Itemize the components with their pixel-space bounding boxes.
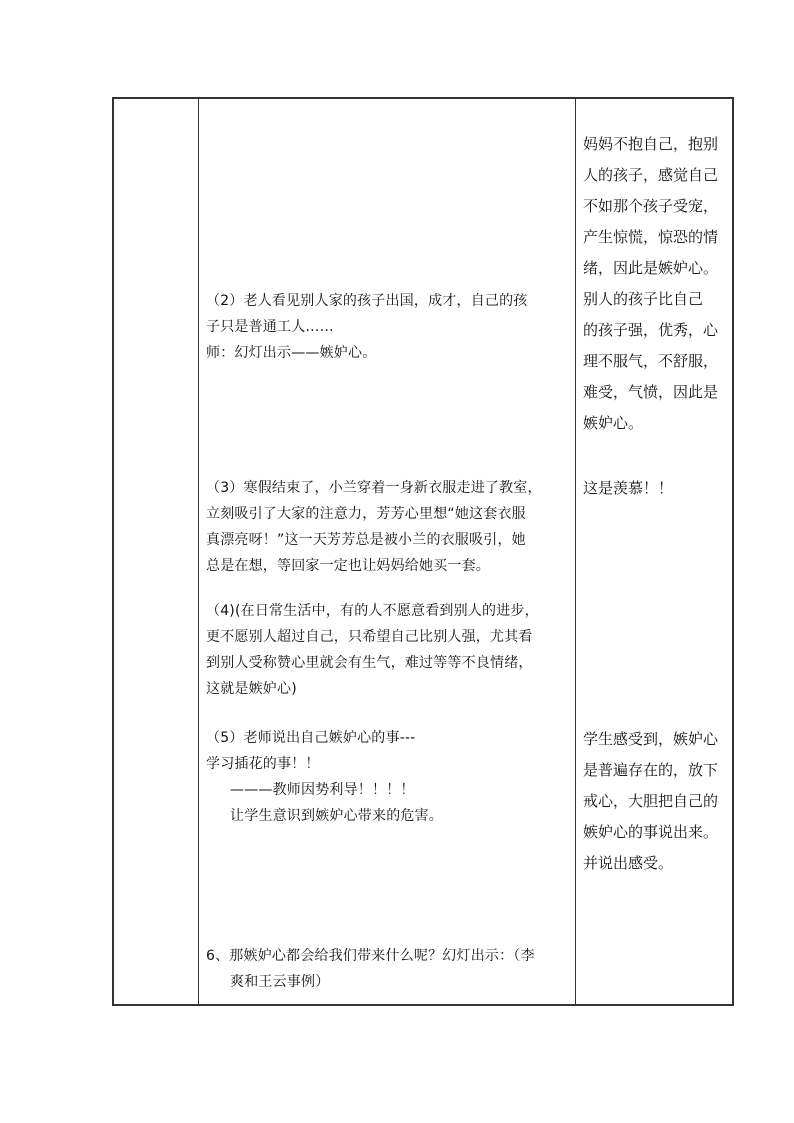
text-line: （5）老师说出自己嫉妒心的事--- xyxy=(206,730,416,746)
text-line: 总是在想，等回家一定也让妈妈给她买一套。 xyxy=(206,558,490,574)
text-line: （2）老人看见别人家的孩子出国，成才，自己的孩 xyxy=(206,293,528,309)
text-line: 这是羡慕！！ xyxy=(583,479,674,497)
text-line: ———教师因势利导！！！！ xyxy=(230,782,415,798)
teaching-item-3 xyxy=(206,475,542,579)
text-line: 绪，因此是嫉妒心。 xyxy=(583,259,719,277)
text-line: 更不愿别人超过自己，只希望自己比别人强，尤其看 xyxy=(206,629,533,645)
text-line: 并说出感受。 xyxy=(583,854,674,872)
text-line: 这就是嫉妒心) xyxy=(206,681,297,697)
student-response-1 xyxy=(583,129,729,439)
table-border-top xyxy=(112,97,734,99)
text-line: 6、那嫉妒心都会给我们带来什么呢？幻灯出示：（李 xyxy=(206,948,535,964)
text-line: 学生感受到，嫉妒心 xyxy=(583,730,719,748)
text-line: 爽和王云事例） xyxy=(230,974,330,990)
text-line: 让学生意识到嫉妒心带来的危害。 xyxy=(230,808,443,824)
column-divider-2 xyxy=(575,97,576,1006)
teaching-item-6 xyxy=(206,943,535,995)
teaching-item-4 xyxy=(206,598,539,702)
text-line: 立刻吸引了大家的注意力，芳芳心里想“她这套衣服 xyxy=(206,506,526,522)
text-line: 学习插花的事！！ xyxy=(206,756,320,772)
text-line: 难受，气愤，因此是 xyxy=(583,383,719,401)
text-line: 真漂亮呀！”这一天芳芳总是被小兰的衣服吸引，她 xyxy=(206,532,526,548)
text-line: 妈妈不抱自己，抱别 xyxy=(583,135,719,153)
text-line: （4)(在日常生活中，有的人不愿意看到别人的进步， xyxy=(206,603,539,619)
text-line: 的孩子强，优秀，心 xyxy=(583,321,719,339)
text-line: 嫉妒心的事说出来。 xyxy=(583,823,719,841)
text-line: 师：幻灯出示——嫉妒心。 xyxy=(206,345,377,361)
text-line: 人的孩子，感觉自己 xyxy=(583,166,719,184)
teaching-item-2 xyxy=(206,288,528,366)
text-line: 子只是普通工人…… xyxy=(206,319,334,335)
text-line: 戒心，大胆把自己的 xyxy=(583,792,719,810)
text-line: 别人的孩子比自己 xyxy=(583,290,704,308)
text-line: 到别人受称赞心里就会有生气，难过等等不良情绪， xyxy=(206,655,533,671)
student-response-3 xyxy=(583,724,729,879)
column-divider-1 xyxy=(198,97,199,1006)
text-line: （3）寒假结束了，小兰穿着一身新衣服走进了教室， xyxy=(206,480,542,496)
teaching-item-5 xyxy=(206,725,443,829)
table-border-bottom xyxy=(112,1004,734,1006)
table-border-left xyxy=(112,97,114,1006)
text-line: 嫉妒心。 xyxy=(583,414,644,432)
table-border-right xyxy=(732,97,734,1006)
student-response-2 xyxy=(583,475,729,501)
text-line: 理不服气，不舒服， xyxy=(583,352,719,370)
text-line: 不如那个孩子受宠， xyxy=(583,197,719,215)
text-line: 是普遍存在的，放下 xyxy=(583,761,719,779)
text-line: 产生惊慌，惊恐的情 xyxy=(583,228,719,246)
